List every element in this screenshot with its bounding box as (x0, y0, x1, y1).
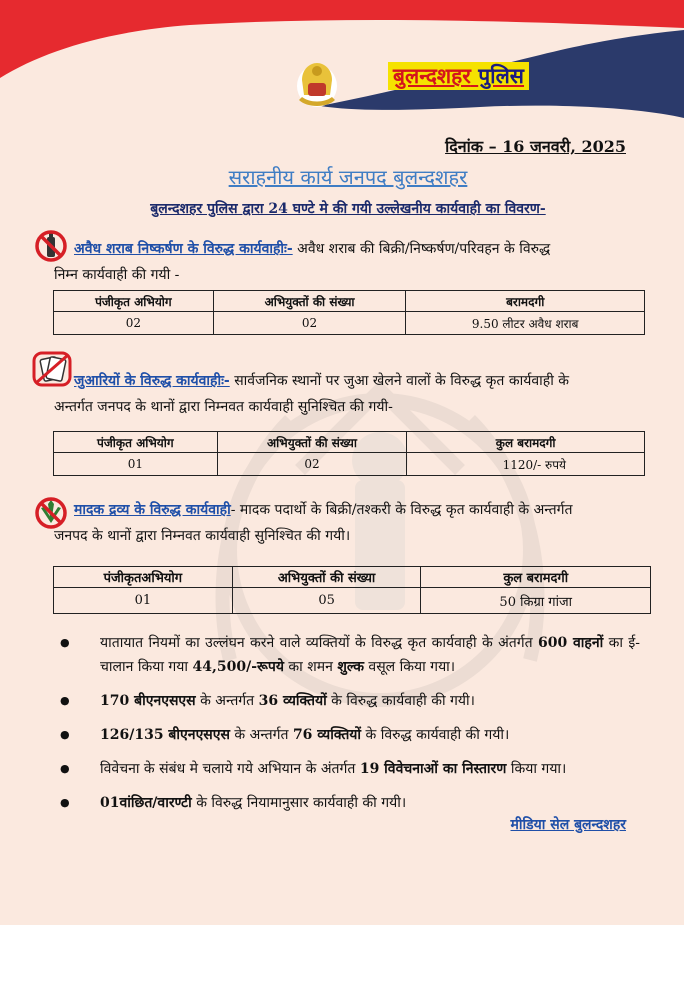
brand-title (388, 62, 529, 90)
section-text-cont: जनपद के थानों द्वारा निम्नवत कार्यवाही सुनिश्चित की गयी। (54, 528, 351, 544)
section-heading: मादक द्रव्य के विरुद्ध कार्यवाही (74, 502, 231, 518)
table-cell: 02 (54, 312, 214, 335)
table-cell: 02 (217, 453, 407, 476)
section-narcotics (54, 497, 638, 549)
table-narcotics (53, 566, 651, 614)
table-header: बरामदगी (406, 291, 645, 312)
summary-list (60, 631, 640, 825)
table-liquor (53, 290, 645, 335)
section-gambling (54, 368, 638, 420)
table-cell: 1120/- रुपये (407, 453, 645, 476)
header-swoosh (0, 0, 684, 130)
list-item: ● विवेचना के संबंध मे चलाये गये अभियान के अंतर्गत 19 विवेचनाओं का निस्तारण किया गया। (60, 757, 640, 781)
table-header: कुल बरामदगी (421, 567, 651, 588)
document-date: दिनांक – 16 जनवरी, 2025 (445, 137, 626, 156)
list-item: ● 126/135 बीएनएसएस के अन्तर्गत 76 व्यक्तियों के विरुद्ध कार्यवाही की गयी। (60, 723, 640, 747)
section-text: सार्वजनिक स्थानों पर जुआ खेलने वालों के विरुद्ध कृत कार्यवाही के (229, 373, 570, 389)
table-cell: 01 (54, 588, 233, 614)
police-emblem-icon (292, 55, 342, 113)
list-item: ● यातायात नियमों का उल्लंघन करने वाले व्यक्तियों के विरुद्ध कृत कार्यवाही के अंतर्गत 600 वाहनों का ई-चालान किया गया 44,500/-रूपये का शमन शुल्क वसूल किया गया। (60, 631, 640, 679)
table-header: पंजीकृतअभियोग (54, 567, 233, 588)
section-text: अवैध शराब की बिक्री/निष्कर्षण/परिवहन के विरुद्ध (292, 241, 551, 257)
media-cell-signature: मीडिया सेल बुलन्दशहर (510, 817, 626, 833)
section-heading: जुआरियों के विरुद्ध कार्यवाहीः- (74, 373, 230, 389)
brand-red: बुलन्दशहर (393, 64, 471, 88)
table-cell: 50 किग्रा गांजा (421, 588, 651, 614)
table-header: अभियुक्तों की संख्या (232, 567, 421, 588)
table-header: पंजीकृत अभियोग (54, 291, 214, 312)
section-illicit-liquor (54, 236, 638, 288)
section-text: - मादक पदार्थो के बिक्री/तश्करी के विरुद्ध कृत कार्यवाही के अन्तर्गत (230, 502, 573, 518)
table-header: पंजीकृत अभियोग (54, 432, 218, 453)
table-header: अभियुक्तों की संख्या (213, 291, 406, 312)
table-cell: 05 (232, 588, 421, 614)
page-subtitle: बुलन्दशहर पुलिस द्वारा 24 घण्टे मे की गयी उल्लेखनीय कार्यवाही का विवरण- (150, 201, 546, 217)
section-text-cont: अन्तर्गत जनपद के थानों द्वारा निम्नवत कार्यवाही सुनिश्चित की गयी- (54, 399, 393, 415)
table-header: कुल बरामदगी (407, 432, 645, 453)
table-cell: 02 (213, 312, 406, 335)
section-text-cont: निम्न कार्यवाही की गयी - (54, 267, 180, 283)
section-heading: अवैध शराब निष्कर्षण के विरुद्ध कार्यवाहीः- (74, 241, 293, 257)
table-header: अभियुक्तों की संख्या (217, 432, 407, 453)
table-cell: 01 (54, 453, 218, 476)
list-item: ● 01वांछित/वारण्टी के विरुद्ध नियामानुसार कार्यवाही की गयी। (60, 791, 640, 815)
table-cell: 9.50 लीटर अवैध शराब (406, 312, 645, 335)
list-item: ● 170 बीएनएसएस के अन्तर्गत 36 व्यक्तियों के विरुद्ध कार्यवाही की गयी। (60, 689, 640, 713)
table-gambling (53, 431, 645, 476)
brand-blue: पुलिस (478, 64, 525, 88)
page-title: सराहनीय कार्य जनपद बुलन्दशहर (228, 165, 468, 189)
